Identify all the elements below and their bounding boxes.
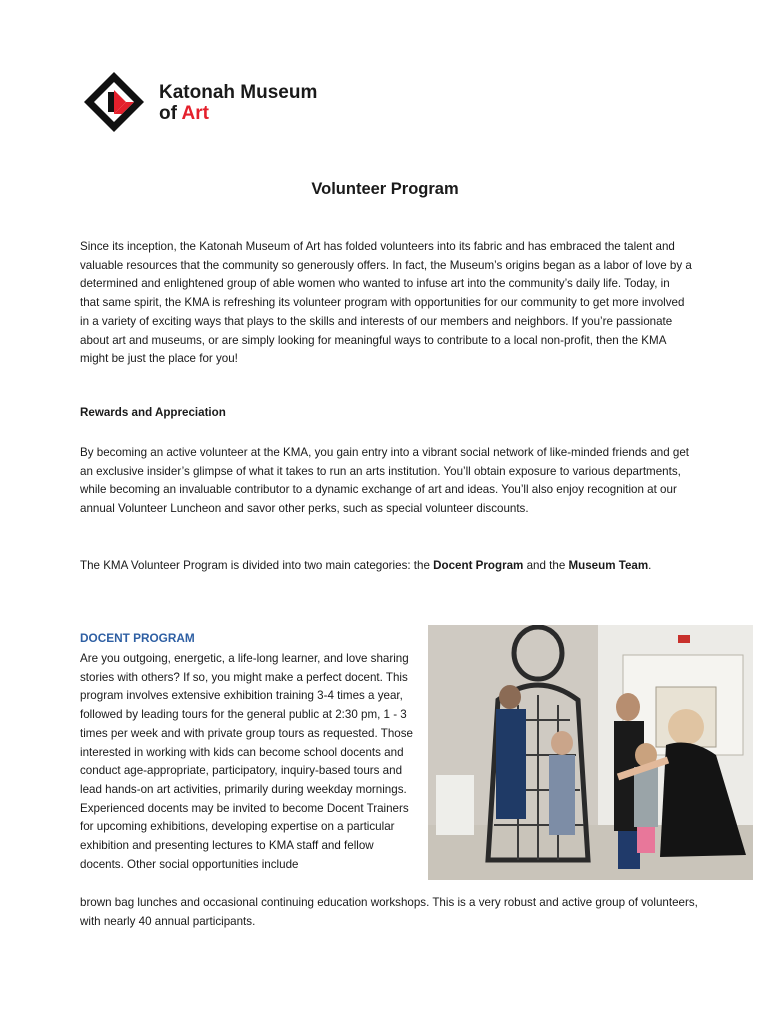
docent-heading: DOCENT PROGRAM <box>80 631 195 645</box>
categories-suffix: . <box>648 559 652 572</box>
docent-paragraph-continued: brown bag lunches and occasional continuing education workshops. This is a very robust and active group of volunteers, with nearly 40 annual participants. <box>80 896 698 928</box>
docent-tour-photo <box>428 625 753 880</box>
docent-program-term: Docent Program <box>433 559 524 572</box>
museum-name-accent: Art <box>181 103 209 124</box>
rewards-paragraph: By becoming an active volunteer at the KMA, you gain entry into a vibrant social network of like-minded friends and get an exclusive insider’s glimpse of what it takes to run an arts institution. You’ll obtain exposure to various departments, while becoming an invaluable contributor to a dynamic exchange of art and ideas. You’ll also enjoy recognition at our annual Volunteer Luncheon and savor other perks, such as special volunteer discounts. <box>80 446 690 516</box>
kma-logo-icon <box>82 70 146 134</box>
museum-name-line2 <box>159 103 317 124</box>
museum-team-term: Museum Team <box>568 559 649 572</box>
museum-name <box>159 82 317 124</box>
rewards-heading: Rewards and Appreciation <box>80 406 226 419</box>
page-title: Volunteer Program <box>311 180 459 198</box>
intro-paragraph: Since its inception, the Katonah Museum of Art has folded volunteers into its fabric and has embraced the talent and valuable resources that the community so generously offers. In fact, the Museum’s origins began as a labor of love by a determined and enlightened group of able women who wanted to infuse art into the community’s daily life. Today, in that same spirit, the KMA is refreshing its volunteer program with opportunities for our community to get more involved in a variety of exciting ways that plays to the skills and interests of our members and neighbors. If you’re passionate about art and museums, or are simply looking for meaningful ways to contribute to a local non-profit, then the KMA might be just the place for you! <box>80 240 692 366</box>
museum-name-line1: Katonah Museum <box>159 82 318 103</box>
museum-name-prefix: of <box>159 103 182 124</box>
museum-logo <box>82 70 322 134</box>
docent-paragraph: Are you outgoing, energetic, a life-long learner, and love sharing stories with others? If so, you might make a perfect docent. This program involves extensive exhibition training 3-4 times a year, followed by leading tours for the general public at 2:30 pm, 1 - 3 times per week and with private group tours as requested. Those interested in working with kids can become school docents and conduct age-appropriate, participatory, inquiry-based tours and lead hands-on art activities, primarily during weekday mornings. Experienced docents may be invited to become Docent Trainers for upcoming exhibitions, developing expertise on a particular exhibition and presenting lectures to KMA staff and fellow docents. Other social opportunities include <box>80 652 413 871</box>
categories-middle: and the <box>523 559 569 572</box>
categories-prefix: The KMA Volunteer Program is divided into two main categories: the <box>80 559 434 572</box>
categories-paragraph <box>80 557 692 576</box>
